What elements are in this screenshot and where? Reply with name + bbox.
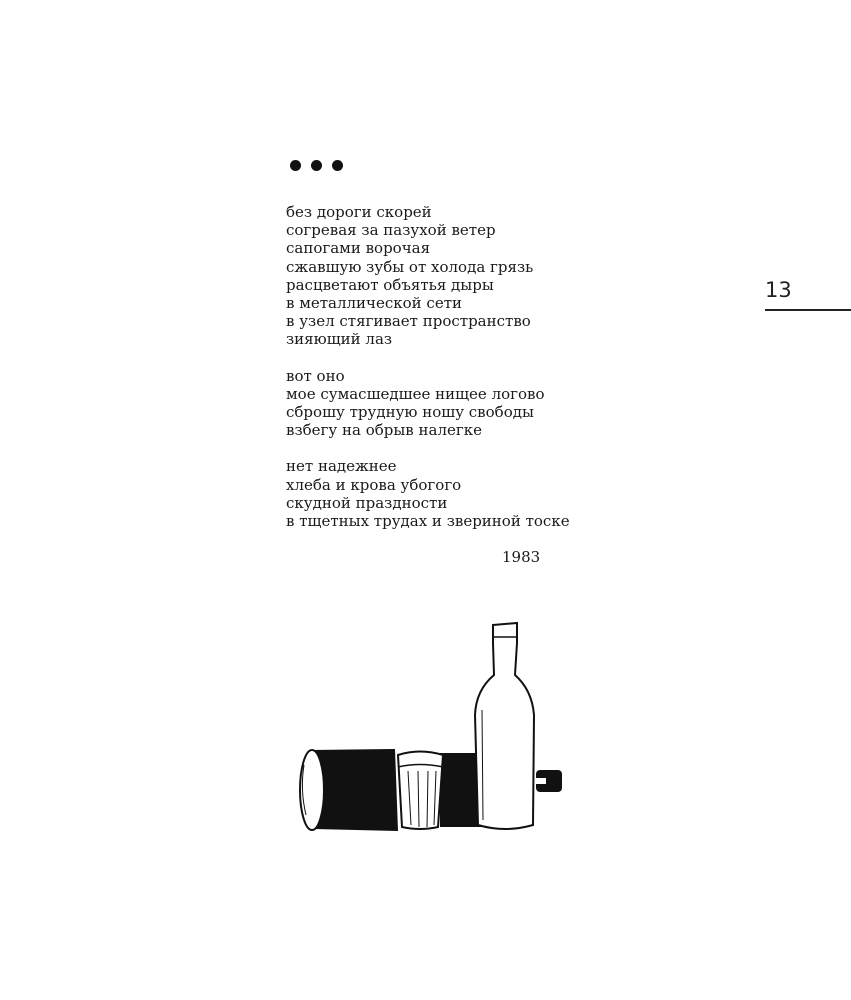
poem-line: в металлической сети [286,294,462,313]
rolled-cylinder-drawing [300,749,482,831]
divider-dot [290,160,301,171]
page-number: 13 [765,278,792,302]
poem-line: расцветают объятья дыры [286,275,494,294]
poem-line: скудной праздности [286,493,448,512]
bottle-drawing [475,623,534,829]
poem-line: вот оно [286,366,345,385]
divider-dot [332,160,343,171]
poem-line: взбегу на обрыв налегке [286,421,482,440]
poem-line: зияющий лаз [286,330,393,349]
page-number-rule [765,309,851,311]
poem-stanza [286,367,586,440]
bottle-cap-drawing [536,770,562,792]
poem-stanza [286,457,586,530]
poem-line: мое сумасшедшее нищее логово [286,384,545,403]
poem-line: сброшу трудную ношу свободы [286,403,534,422]
still-life-illustration [290,615,580,840]
divider-dot [311,160,322,171]
poem-line: сжавшую зубы от холода грязь [286,257,534,276]
poem-line: в тщетных трудах и звериной тоске [286,512,570,531]
poem-line: согревая за пазухой ветер [286,221,496,240]
poem-line: без дороги скорей [286,203,432,221]
poem-year: 1983 [502,548,541,566]
poem-line: сапогами ворочая [286,239,431,258]
section-divider-dots [290,160,343,171]
poem-line: хлеба и крова убогого [286,475,462,494]
poem [286,203,586,548]
poem-stanza [286,203,586,349]
poem-line: в узел стягивает пространство [286,312,531,331]
poem-line: нет надежнее [286,457,397,476]
glass-drawing [398,752,443,830]
